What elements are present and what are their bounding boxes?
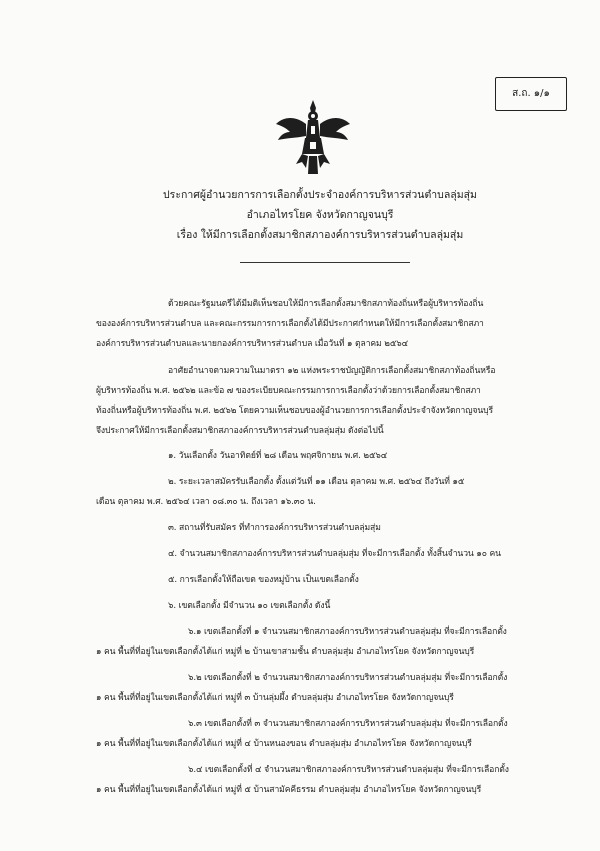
paragraph-2-line-1: อาศัยอำนาจตามความในมาตรา ๑๒ แห่งพระราชบัญญัติการเลือกตั้งสมาชิกสภาท้องถิ่นหรือ (168, 366, 496, 376)
sub-item-4-line-2: ๑ คน พื้นที่ที่อยู่ในเขตเลือกตั้งได้แก่ หมู่ที่ ๕ บ้านสามัคคีธรรม ตำบลลุ่มสุ่ม อำเภอไทรโยค จังหวัดกาญจนบุรี (96, 785, 482, 795)
item-4-member-count: ๔. จำนวนสมาชิกสภาองค์การบริหารส่วนตำบลลุ่มสุ่ม ที่จะมีการเลือกตั้ง ทั้งสิ้นจำนวน ๑๐ คน (168, 549, 501, 559)
sub-item-4-line-1: ๖.๔ เขตเลือกตั้งที่ ๔ จำนวนสมาชิกสภาองค์การบริหารส่วนตำบลลุ่มสุ่ม ที่จะมีการเลือกตั้ง (188, 765, 509, 775)
paragraph-1-line-2: ขององค์การบริหารส่วนตำบล และคณะกรรมการการเลือกตั้งได้มีประกาศกำหนดให้มีการเลือกตั้งสมาชิกสภา (96, 319, 484, 329)
document-code-box: ส.ถ. ๑/๑ (495, 77, 567, 111)
paragraph-1-line-3: องค์การบริหารส่วนตำบลและนายกองค์การบริหารส่วนตำบล เมื่อวันที่ ๑ ตุลาคม ๒๕๖๔ (96, 339, 408, 349)
paragraph-2-line-2: ผู้บริหารท้องถิ่น พ.ศ. ๒๕๖๒ และข้อ ๗ ของระเบียบคณะกรรมการการเลือกตั้งว่าด้วยการเลือกตั้งสมาชิกสภา (96, 386, 481, 396)
item-1-election-date: ๑. วันเลือกตั้ง วันอาทิตย์ที่ ๒๘ เดือน พฤศจิกายน พ.ศ. ๒๕๖๔ (168, 451, 388, 461)
header-subject: เรื่อง ให้มีการเลือกตั้งสมาชิกสภาองค์การบริหารส่วนตำบลลุ่มสุ่ม (176, 229, 464, 241)
item-2-line-2: เดือน ตุลาคม พ.ศ. ๒๕๖๔ เวลา ๐๘.๓๐ น. ถึงเวลา ๑๖.๓๐ น. (96, 497, 316, 507)
paragraph-2-line-3: ท้องถิ่นหรือผู้บริหารท้องถิ่น พ.ศ. ๒๕๖๒ โดยความเห็นชอบของผู้อำนวยการการเลือกตั้งประจำจังหวัดกาญจนบุรี (96, 406, 494, 416)
header-title: ประกาศผู้อำนวยการการเลือกตั้งประจำองค์การบริหารส่วนตำบลลุ่มสุ่ม (163, 189, 477, 201)
paragraph-1-line-1: ด้วยคณะรัฐมนตรีได้มีมติเห็นชอบให้มีการเลือกตั้งสมาชิกสภาท้องถิ่นหรือผู้บริหารท้องถิ่น (168, 299, 484, 309)
header-divider (240, 262, 410, 263)
paragraph-2-line-4: จึงประกาศให้มีการเลือกตั้งสมาชิกสภาองค์การบริหารส่วนตำบลลุ่มสุ่ม ดังต่อไปนี้ (96, 426, 384, 436)
sub-item-3-line-1: ๖.๓ เขตเลือกตั้งที่ ๓ จำนวนสมาชิกสภาองค์การบริหารส่วนตำบลลุ่มสุ่ม ที่จะมีการเลือกตั้ง (188, 719, 508, 729)
item-6-district-count: ๖. เขตเลือกตั้ง มีจำนวน ๑๐ เขตเลือกตั้ง ดังนี้ (168, 601, 331, 611)
header-district: อำเภอไทรโยค จังหวัดกาญจนบุรี (246, 209, 394, 221)
garuda-emblem-icon (272, 98, 354, 178)
sub-item-2-line-1: ๖.๒ เขตเลือกตั้งที่ ๒ จำนวนสมาชิกสภาองค์การบริหารส่วนตำบลลุ่มสุ่ม ที่จะมีการเลือกตั้ง (188, 673, 508, 683)
item-3-venue: ๓. สถานที่รับสมัคร ที่ทำการองค์การบริหารส่วนตำบลลุ่มสุ่ม (168, 523, 381, 533)
sub-item-3-line-2: ๑ คน พื้นที่ที่อยู่ในเขตเลือกตั้งได้แก่ หมู่ที่ ๔ บ้านหนองขอน ตำบลลุ่มสุ่ม อำเภอไทรโยค จังหวัดกาญจนบุรี (96, 739, 472, 749)
sub-item-1-line-2: ๑ คน พื้นที่ที่อยู่ในเขตเลือกตั้งได้แก่ หมู่ที่ ๒ บ้านเขาสามชั้น ตำบลลุ่มสุ่ม อำเภอไทรโยค จังหวัดกาญจนบุรี (96, 647, 475, 657)
item-2-line-1: ๒. ระยะเวลาสมัครรับเลือกตั้ง ตั้งแต่วันที่ ๑๑ เดือน ตุลาคม พ.ศ. ๒๕๖๔ ถึงวันที่ ๑๕ (168, 477, 465, 487)
sub-item-1-line-1: ๖.๑ เขตเลือกตั้งที่ ๑ จำนวนสมาชิกสภาองค์การบริหารส่วนตำบลลุ่มสุ่ม ที่จะมีการเลือกตั้ง (188, 627, 507, 637)
item-5-district-basis: ๕. การเลือกตั้งให้ถือเขต ของหมู่บ้าน เป็นเขตเลือกตั้ง (168, 575, 359, 585)
sub-item-2-line-2: ๑ คน พื้นที่ที่อยู่ในเขตเลือกตั้งได้แก่ หมู่ที่ ๓ บ้านลุ่มผึ้ง ตำบลลุ่มสุ่ม อำเภอไทรโยค จังหวัดกาญจนบุรี (96, 693, 454, 703)
